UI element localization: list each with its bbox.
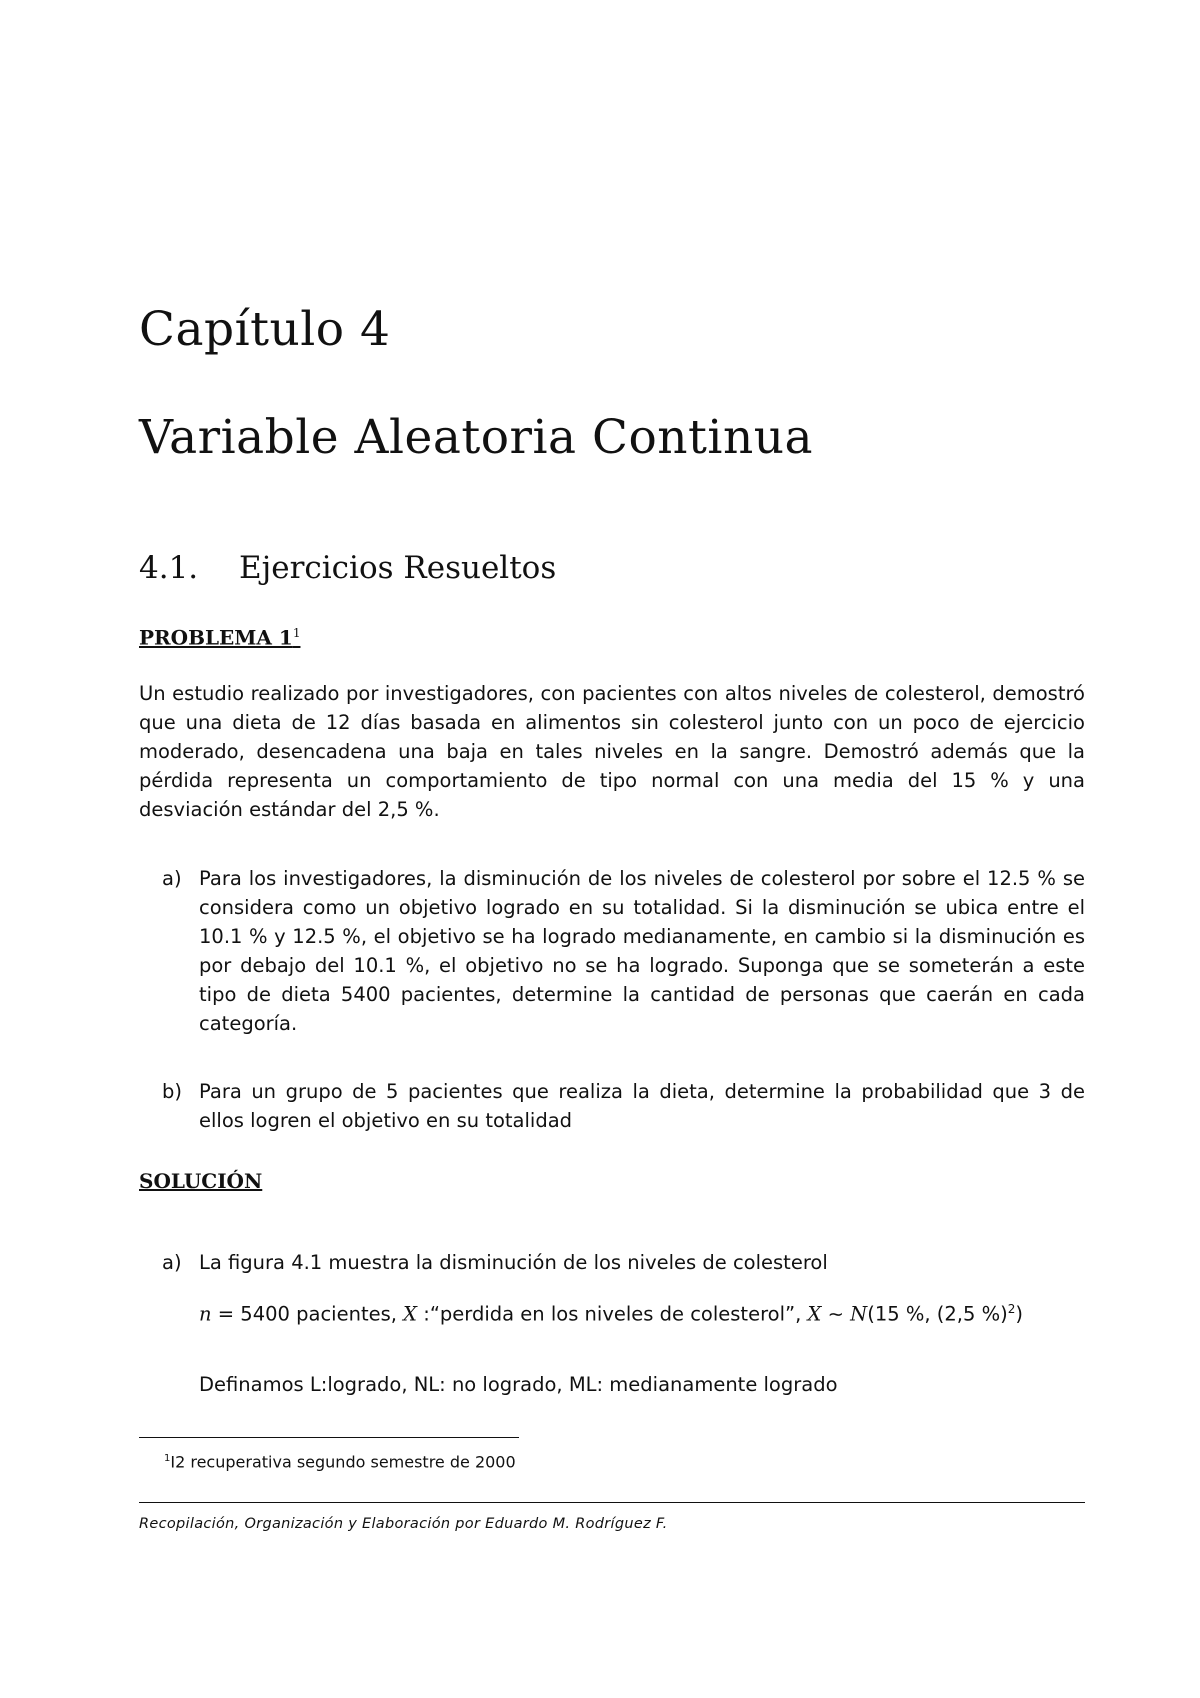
footnote-text: I2 recuperativa segundo semestre de 2000 (170, 1452, 516, 1472)
formula-params: (15 %, (2,5 %) (867, 1302, 1008, 1326)
problem-item-b (162, 1077, 1085, 1135)
solution-heading: SOLUCIÓN (139, 1169, 263, 1193)
section-heading (139, 549, 556, 587)
definitions-line: Definamos L:logrado, NL: no logrado, ML: medianamente logrado (199, 1373, 838, 1396)
item-marker: a) (162, 867, 182, 890)
distribution-formula (199, 1295, 1023, 1329)
formula-n-rest: = 5400 pacientes, (211, 1302, 404, 1326)
problem-heading-text: PROBLEMA 1 (139, 625, 293, 650)
var-normal: N (850, 1302, 868, 1326)
section-title: Ejercicios Resueltos (239, 550, 557, 586)
footnote (164, 1448, 516, 1473)
footnote-rule (139, 1437, 519, 1438)
problem-item-a (162, 864, 1085, 1038)
chapter-title: Variable Aleatoria Continua (139, 410, 814, 465)
solution-item-marker: a) (162, 1251, 182, 1274)
chapter-label: Capítulo 4 (139, 302, 391, 357)
var-x: X (403, 1302, 418, 1326)
formula-dist: ∼ (821, 1302, 851, 1326)
item-text: Para los investigadores, la disminución de los niveles de colesterol por sobre el 12.5 % se considera como un objetivo logrado en su totalidad. Si la disminución se ubica entre el 10.1 % y 12.5 %, el objetivo se ha logrado medianamente, en cambio si la disminución es por debajo del 10.1 %, el objetivo no se ha logrado. Suponga que se someterán a este tipo de dieta 5400 pacientes, determine la cantidad de personas que caerán en cada categoría. (199, 867, 1085, 1035)
var-x2: X (807, 1302, 822, 1326)
item-marker: b) (162, 1080, 182, 1103)
formula-close: ) (1015, 1302, 1023, 1326)
solution-item-text: La figura 4.1 muestra la disminución de los niveles de colesterol (199, 1251, 828, 1274)
section-number: 4.1. (139, 550, 199, 586)
problem-footnote-mark: 1 (292, 626, 301, 640)
formula-x-def: :“perdida en los niveles de colesterol”, (417, 1302, 808, 1326)
problem-heading (139, 620, 300, 651)
footnote-mark: 1 (164, 1453, 171, 1464)
footer-rule (139, 1502, 1085, 1503)
formula-exponent: 2 (1007, 1302, 1016, 1316)
page-footer: Recopilación, Organización y Elaboración por Eduardo M. Rodríguez F. (139, 1516, 668, 1532)
var-n: n (199, 1302, 212, 1326)
problem-intro: Un estudio realizado por investigadores, con pacientes con altos niveles de colesterol, demostró que una dieta de 12 días basada en alimentos sin colesterol junto con un poco de ejercicio moderado, desencadena una baja en tales niveles en la sangre. Demostró además que la pérdida representa un comportamiento de tipo normal con una media del 15 % y una desviación estándar del 2,5 %. (139, 682, 1085, 821)
item-text: Para un grupo de 5 pacientes que realiza la dieta, determine la probabilidad que 3 de ellos logren el objetivo en su totalidad (199, 1080, 1085, 1132)
